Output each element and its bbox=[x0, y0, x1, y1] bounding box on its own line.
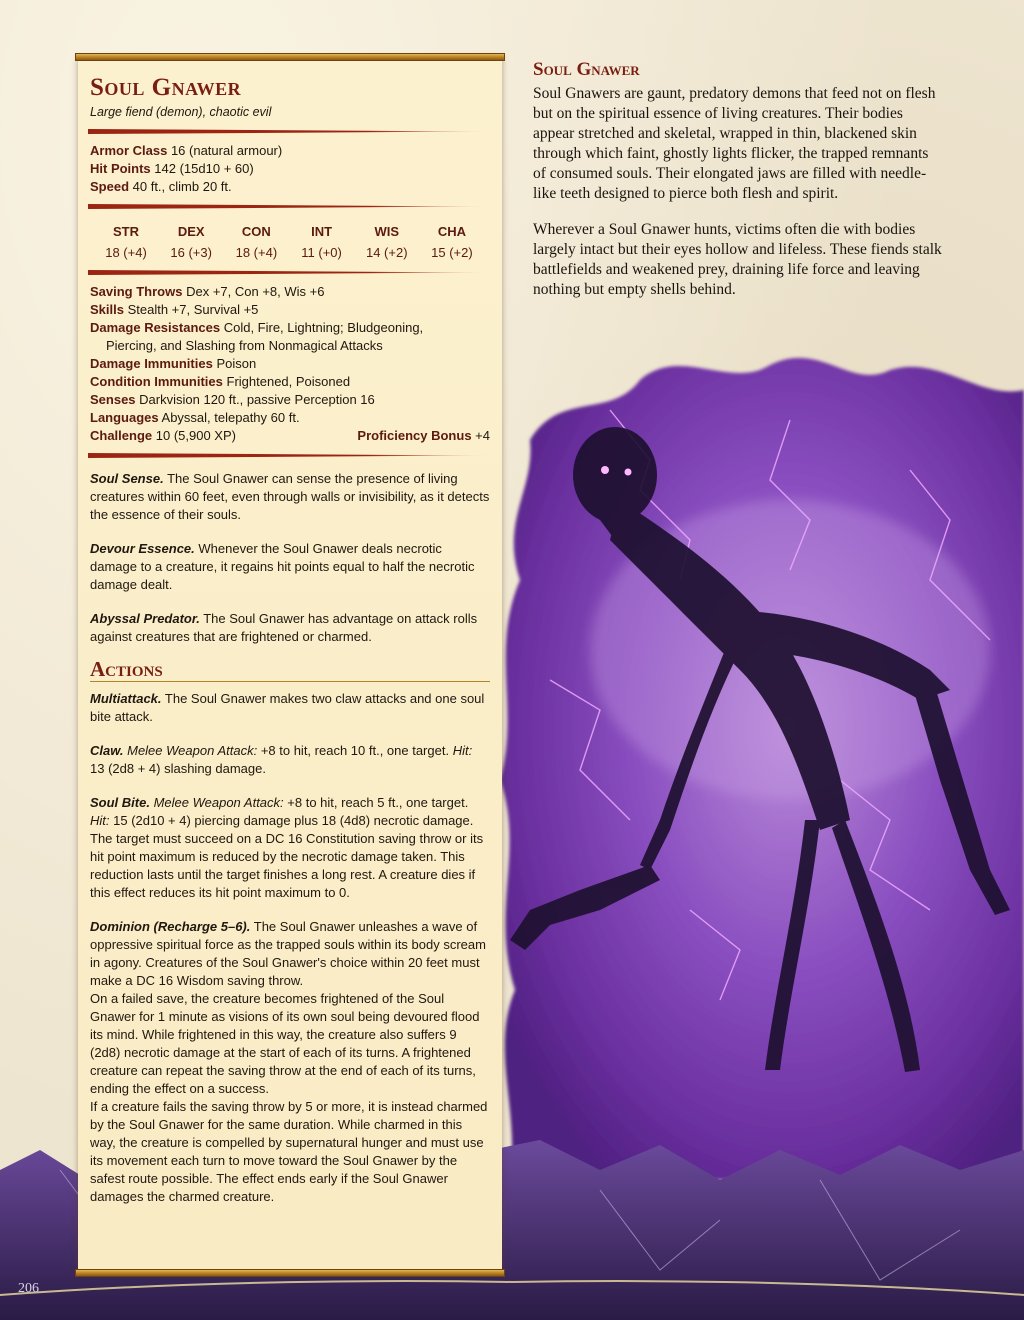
damage-resistances-line-2: Piercing, and Slashing from Nonmagical Attacks bbox=[106, 338, 383, 353]
senses-line: Senses Darkvision 120 ft., passive Perception 16 bbox=[90, 392, 375, 407]
monster-name: Soul Gnawer bbox=[90, 74, 242, 101]
condition-immunities-line: Condition Immunities Frightened, Poisoned bbox=[90, 374, 351, 389]
monster-type: Large fiend (demon), chaotic evil bbox=[90, 105, 272, 119]
proficiency-bonus: Proficiency Bonus +4 bbox=[357, 428, 490, 443]
stat-block bbox=[78, 58, 502, 1272]
lore-paragraph: Soul Gnawers are gaunt, predatory demons that feed not on flesh but on the spiritual essence of living creatures. Their bodies appear stretched and skeletal, wrapped in thin, blackened skin through which faint, ghostly lights flicker, the trapped remnants of consumed souls. Their elongated jaws are filled with needle-like teeth designed to pierce both flesh and spirit. bbox=[533, 85, 936, 202]
ability-scores bbox=[90, 217, 490, 262]
damage-resistances-line: Damage Resistances Cold, Fire, Lightning; Bludgeoning, bbox=[90, 320, 424, 335]
page-number: 206 bbox=[18, 1281, 39, 1296]
action-multiattack: Multiattack. The Soul Gnawer makes two claw attacks and one soul bite attack. bbox=[90, 691, 485, 724]
lore-paragraph: Wherever a Soul Gnawer hunts, victims often die with bodies largely intact but their eyes hollow and lifeless. These fiends stalk battlefields and weakened prey, draining life force and leaving nothing but empty shells behind. bbox=[533, 221, 942, 298]
trait-soul-sense: Soul Sense. The Soul Gnawer can sense the presence of living creatures within 60 feet, even through walls or invisibility, as it detects the essence of their souls. bbox=[90, 471, 490, 522]
saving-throws-line: Saving Throws Dex +7, Con +8, Wis +6 bbox=[90, 284, 325, 299]
divider bbox=[88, 129, 490, 134]
challenge-line: Challenge 10 (5,900 XP) Proficiency Bonus +4 bbox=[90, 428, 490, 443]
languages-line: Languages Abyssal, telepathy 60 ft. bbox=[90, 410, 300, 425]
divider bbox=[88, 204, 490, 209]
trait-devour-essence: Devour Essence. Whenever the Soul Gnawer deals necrotic damage to a creature, it regains hit points equal to half the necrotic damage dealt. bbox=[90, 541, 475, 592]
trait-abyssal-predator: Abyssal Predator. The Soul Gnawer has advantage on attack rolls against creatures that are frightened or charmed. bbox=[90, 611, 478, 644]
divider bbox=[88, 453, 490, 458]
ability-dex: DEX 16 (+3) bbox=[170, 224, 212, 260]
ability-wis: WIS 14 (+2) bbox=[365, 224, 408, 260]
divider bbox=[88, 270, 490, 275]
action-dominion: Dominion (Recharge 5–6). The Soul Gnawer unleashes a wave of oppressive spiritual force as the trapped souls within its body scream in agony. Creatures of the Soul Gnawer's choice within 20 feet must make a DC 16 Wisdom saving throw. On a failed save, the creature becomes frightened of the Soul Gnawer for 1 minute as visions of its own soul being devoured flood its mind. While frightened in this way, the creature also suffers 9 (2d8) necrotic damage at the start of each of its turns. A frightened creature can repeat the saving throw at the end of each of its turns, ending the effect on a success. If a creature fails the saving throw by 5 or more, it is instead charmed by the Soul Gnawer for the same duration. While charmed in this way, the creature is compelled by supernatural hunger and must use its movement each turn to move toward the Soul Gnawer by the safest route possible. The effect ends early if the Soul Gnawer damages the charmed creature. bbox=[90, 919, 488, 1204]
speed-line: Speed 40 ft., climb 20 ft. bbox=[90, 179, 232, 194]
lore-title: Soul Gnawer bbox=[533, 59, 640, 80]
lore-section bbox=[533, 60, 943, 316]
traits bbox=[90, 470, 490, 646]
armor-class-line: Armor Class 16 (natural armour) bbox=[90, 143, 283, 158]
actions-heading: Actions bbox=[90, 660, 490, 682]
ability-str: STR 18 (+4) bbox=[105, 224, 147, 260]
ability-cha: CHA 15 (+2) bbox=[431, 224, 473, 260]
damage-immunities-line: Damage Immunities Poison bbox=[90, 356, 257, 371]
stat-block-bottom-bar bbox=[75, 1269, 505, 1277]
ability-int: INT 11 (+0) bbox=[301, 224, 342, 260]
hit-points-line: Hit Points 142 (15d10 + 60) bbox=[90, 161, 254, 176]
action-claw: Claw. Melee Weapon Attack: +8 to hit, reach 10 ft., one target. Hit: 13 (2d8 + 4) slashing damage. bbox=[90, 743, 473, 776]
action-soul-bite: Soul Bite. Melee Weapon Attack: +8 to hit, reach 5 ft., one target. Hit: 15 (2d10 + 4) piercing damage plus 18 (4d8) necrotic damage. The target must succeed on a DC 16 Constitution saving throw or its hit point maximum is reduced by the necrotic damage taken. This reduction lasts until the target finishes a long rest. A creature dies if this effect reduces its hit point maximum to 0. bbox=[90, 795, 484, 900]
ability-con: CON 18 (+4) bbox=[235, 224, 278, 260]
skills-line: Skills Stealth +7, Survival +5 bbox=[90, 302, 259, 317]
stat-block-top-bar bbox=[75, 53, 505, 61]
